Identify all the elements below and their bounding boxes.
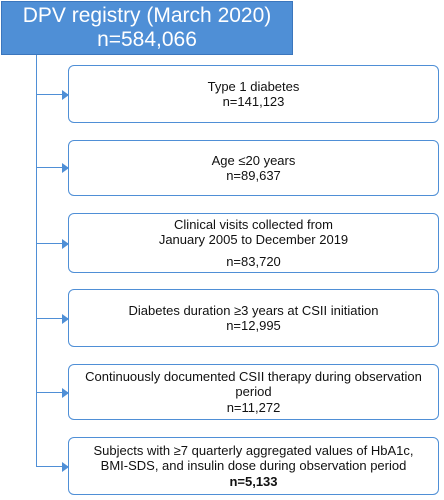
step-count: n=89,637 (226, 168, 281, 183)
step-box-type1-diabetes (68, 65, 439, 123)
step-text: Clinical visits collected from (174, 216, 333, 232)
step-text: period (235, 384, 272, 400)
step-count: n=83,720 (226, 253, 281, 269)
step-count: n=12,995 (226, 318, 281, 333)
arrow-step-5 (36, 392, 68, 393)
step-text: Subjects with ≥7 quarterly aggregated values of HbA1c, (93, 442, 414, 458)
step-count: n=141,123 (222, 94, 285, 109)
step-text: Type 1 diabetes (207, 78, 300, 94)
registry-box (1, 1, 293, 55)
step-box-final-cohort (68, 437, 439, 495)
step-text: Continuously documented CSII therapy during observation (85, 368, 422, 384)
step-box-age (68, 140, 439, 196)
registry-count: n=584,066 (97, 28, 197, 51)
flow-trunk-line (36, 55, 37, 467)
step-box-csii-therapy (68, 364, 439, 420)
arrow-step-3 (36, 243, 68, 244)
arrow-step-6 (36, 466, 68, 467)
step-text: Age ≤20 years (211, 152, 296, 168)
registry-title: DPV registry (March 2020) (22, 4, 272, 27)
step-box-diabetes-duration (68, 289, 439, 347)
step-box-clinical-visits (68, 213, 439, 273)
step-text: Diabetes duration ≥3 years at CSII initiation (128, 302, 379, 318)
step-count: n=11,272 (226, 399, 281, 415)
arrow-step-4 (36, 318, 68, 319)
step-text: January 2005 to December 2019 (158, 232, 349, 248)
arrow-step-1 (36, 94, 68, 95)
step-count: n=5,133 (229, 473, 278, 489)
arrow-step-2 (36, 167, 68, 168)
step-text: BMI-SDS, and insulin dose during observation period (100, 458, 407, 474)
